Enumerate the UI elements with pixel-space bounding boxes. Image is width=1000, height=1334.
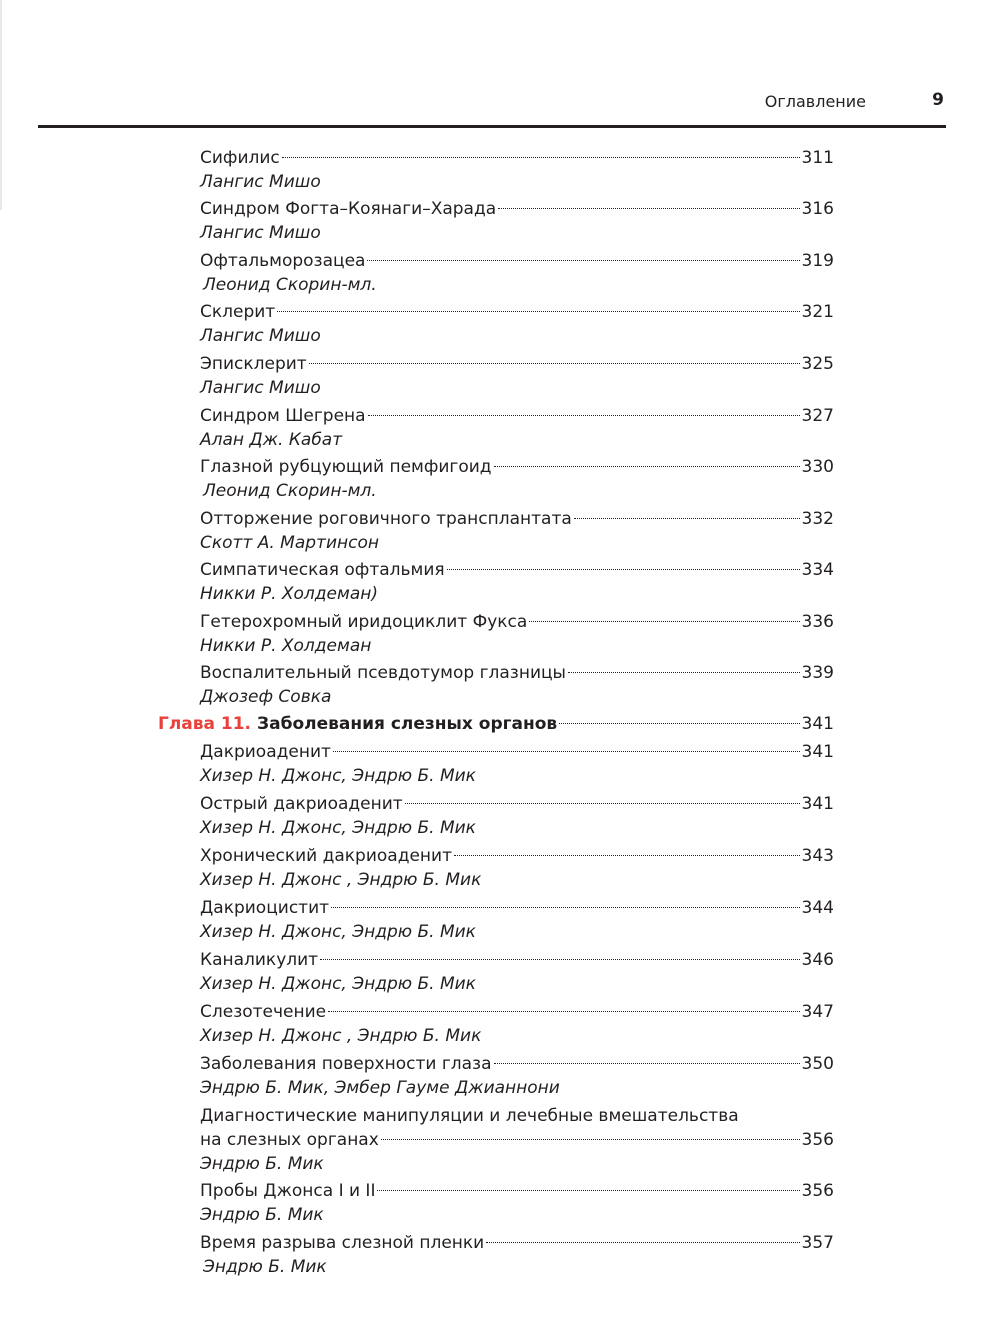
dot-leader bbox=[328, 1011, 799, 1012]
entry-page: 334 bbox=[801, 560, 834, 580]
entry-title: Гетерохромный иридоциклит Фукса bbox=[200, 612, 528, 632]
entry-title: Отторжение роговичного трансплантата bbox=[200, 509, 572, 529]
entry-page: 336 bbox=[801, 612, 834, 632]
entry-title: Сифилис bbox=[200, 148, 280, 168]
toc-entry[interactable] bbox=[200, 948, 834, 996]
dot-leader bbox=[367, 260, 799, 261]
toc-entry[interactable] bbox=[200, 792, 834, 840]
entry-page: 350 bbox=[801, 1054, 834, 1074]
dot-leader bbox=[454, 855, 800, 856]
entry-author: Лангис Мишо bbox=[200, 223, 321, 243]
entry-author: Леонид Скорин-мл. bbox=[203, 275, 377, 295]
dot-leader bbox=[405, 803, 800, 804]
entry-page: 341 bbox=[801, 742, 834, 762]
entry-page: 339 bbox=[801, 663, 834, 683]
entry-author: Хизер Н. Джонс , Эндрю Б. Мик bbox=[200, 870, 482, 890]
entry-title: Слезотечение bbox=[200, 1002, 327, 1022]
dot-leader bbox=[529, 621, 799, 622]
toc-entry[interactable] bbox=[200, 455, 834, 503]
toc-entry[interactable] bbox=[200, 146, 834, 194]
entry-title: Время разрыва слезной пленки bbox=[200, 1233, 485, 1253]
toc-entry[interactable] bbox=[200, 1052, 834, 1100]
chapter-title: Заболевания слезных органов bbox=[257, 714, 558, 734]
entry-author: Алан Дж. Кабат bbox=[200, 430, 343, 450]
toc-entry[interactable] bbox=[200, 1000, 834, 1048]
dot-leader bbox=[381, 1139, 800, 1140]
entry-page: 356 bbox=[801, 1181, 834, 1201]
entry-title: Дакриоцистит bbox=[200, 898, 330, 918]
dot-leader bbox=[494, 1063, 800, 1064]
entry-title: Дакриоаденит bbox=[200, 742, 331, 762]
toc-entry[interactable] bbox=[200, 896, 834, 944]
entry-author: Леонид Скорин-мл. bbox=[203, 481, 377, 501]
entry-author: Эндрю Б. Мик bbox=[200, 1154, 324, 1174]
entry-title: Заболевания поверхности глаза bbox=[200, 1054, 492, 1074]
chapter-page: 341 bbox=[801, 714, 834, 734]
entry-page: 347 bbox=[801, 1002, 834, 1022]
dot-leader bbox=[309, 363, 800, 364]
dot-leader bbox=[568, 672, 800, 673]
entry-title: Эписклерит bbox=[200, 354, 307, 374]
entry-author: Хизер Н. Джонс , Эндрю Б. Мик bbox=[200, 1026, 482, 1046]
dot-leader bbox=[498, 208, 799, 209]
toc-entry[interactable] bbox=[200, 352, 834, 400]
entry-author: Эндрю Б. Мик bbox=[203, 1257, 327, 1277]
entry-title: Каналикулит bbox=[200, 950, 319, 970]
running-header-title: Оглавление bbox=[764, 92, 866, 111]
toc-entry[interactable] bbox=[200, 740, 834, 788]
chapter-number: Глава 11. bbox=[158, 714, 252, 734]
entry-author: Эндрю Б. Мик bbox=[200, 1205, 324, 1225]
entry-author: Скотт А. Мартинсон bbox=[200, 533, 379, 553]
page-number: 9 bbox=[932, 90, 944, 110]
entry-author: Джозеф Совка bbox=[200, 687, 332, 707]
dot-leader bbox=[447, 569, 800, 570]
entry-page: 343 bbox=[801, 846, 834, 866]
entry-author: Лангис Мишо bbox=[200, 378, 321, 398]
entry-page: 346 bbox=[801, 950, 834, 970]
dot-leader bbox=[559, 723, 799, 724]
entry-author: Хизер Н. Джонс, Эндрю Б. Мик bbox=[200, 766, 476, 786]
entry-title: Синдром Шегрена bbox=[200, 406, 366, 426]
toc-entry-multiline[interactable] bbox=[200, 1104, 834, 1176]
entry-page: 325 bbox=[801, 354, 834, 374]
entry-page: 327 bbox=[801, 406, 834, 426]
entry-title: Пробы Джонса I и II bbox=[200, 1181, 376, 1201]
entry-title: Офтальморозацеа bbox=[200, 251, 366, 271]
entry-title: Глазной рубцующий пемфигоид bbox=[200, 457, 492, 477]
dot-leader bbox=[494, 466, 800, 467]
dot-leader bbox=[333, 751, 800, 752]
entry-page: 341 bbox=[801, 794, 834, 814]
entry-author: Лангис Мишо bbox=[200, 172, 321, 192]
toc-entry[interactable] bbox=[200, 300, 834, 348]
entry-page: 344 bbox=[801, 898, 834, 918]
entry-title: Хронический дакриоаденит bbox=[200, 846, 452, 866]
dot-leader bbox=[377, 1190, 799, 1191]
toc-entry[interactable] bbox=[200, 197, 834, 245]
running-header bbox=[0, 88, 1000, 118]
entry-page: 356 bbox=[801, 1130, 834, 1150]
entry-author: Лангис Мишо bbox=[200, 326, 321, 346]
entry-page: 319 bbox=[801, 251, 834, 271]
dot-leader bbox=[574, 518, 800, 519]
entry-title: Острый дакриоаденит bbox=[200, 794, 403, 814]
toc-entry[interactable] bbox=[200, 249, 834, 297]
dot-leader bbox=[282, 157, 800, 158]
chapter-heading[interactable] bbox=[158, 712, 834, 736]
toc-entry[interactable] bbox=[200, 610, 834, 658]
entry-title: Воспалительный псевдотумор глазницы bbox=[200, 663, 566, 683]
toc-entry[interactable] bbox=[200, 1231, 834, 1279]
entry-title: Склерит bbox=[200, 302, 276, 322]
entry-page: 332 bbox=[801, 509, 834, 529]
entry-title-line2: на слезных органах bbox=[200, 1130, 379, 1150]
entry-title: Синдром Фогта–Коянаги–Харада bbox=[200, 199, 497, 219]
entry-page: 357 bbox=[801, 1233, 834, 1253]
entry-author: Никки Р. Холдеман) bbox=[200, 584, 378, 604]
entry-page: 311 bbox=[801, 148, 834, 168]
dot-leader bbox=[320, 959, 799, 960]
header-rule bbox=[38, 125, 946, 128]
toc-entry[interactable] bbox=[200, 661, 834, 709]
entry-author: Никки Р. Холдеман bbox=[200, 636, 372, 656]
entry-author: Хизер Н. Джонс, Эндрю Б. Мик bbox=[200, 818, 476, 838]
toc-entry[interactable] bbox=[200, 558, 834, 606]
entry-page: 316 bbox=[801, 199, 834, 219]
toc-entry[interactable] bbox=[200, 844, 834, 892]
dot-leader bbox=[486, 1242, 799, 1243]
entry-author: Эндрю Б. Мик, Эмбер Гауме Джианнони bbox=[200, 1078, 560, 1098]
toc-entry[interactable] bbox=[200, 404, 834, 452]
entry-author: Хизер Н. Джонс, Эндрю Б. Мик bbox=[200, 974, 476, 994]
toc-entry[interactable] bbox=[200, 1179, 834, 1227]
toc-entry[interactable] bbox=[200, 507, 834, 555]
dot-leader bbox=[331, 907, 800, 908]
entry-title: Симпатическая офтальмия bbox=[200, 560, 445, 580]
entry-author: Хизер Н. Джонс, Эндрю Б. Мик bbox=[200, 922, 476, 942]
entry-title-line1: Диагностические манипуляции и лечебные вмешательства bbox=[200, 1106, 739, 1126]
entry-page: 330 bbox=[801, 457, 834, 477]
entry-page: 321 bbox=[801, 302, 834, 322]
dot-leader bbox=[277, 311, 799, 312]
dot-leader bbox=[368, 415, 800, 416]
